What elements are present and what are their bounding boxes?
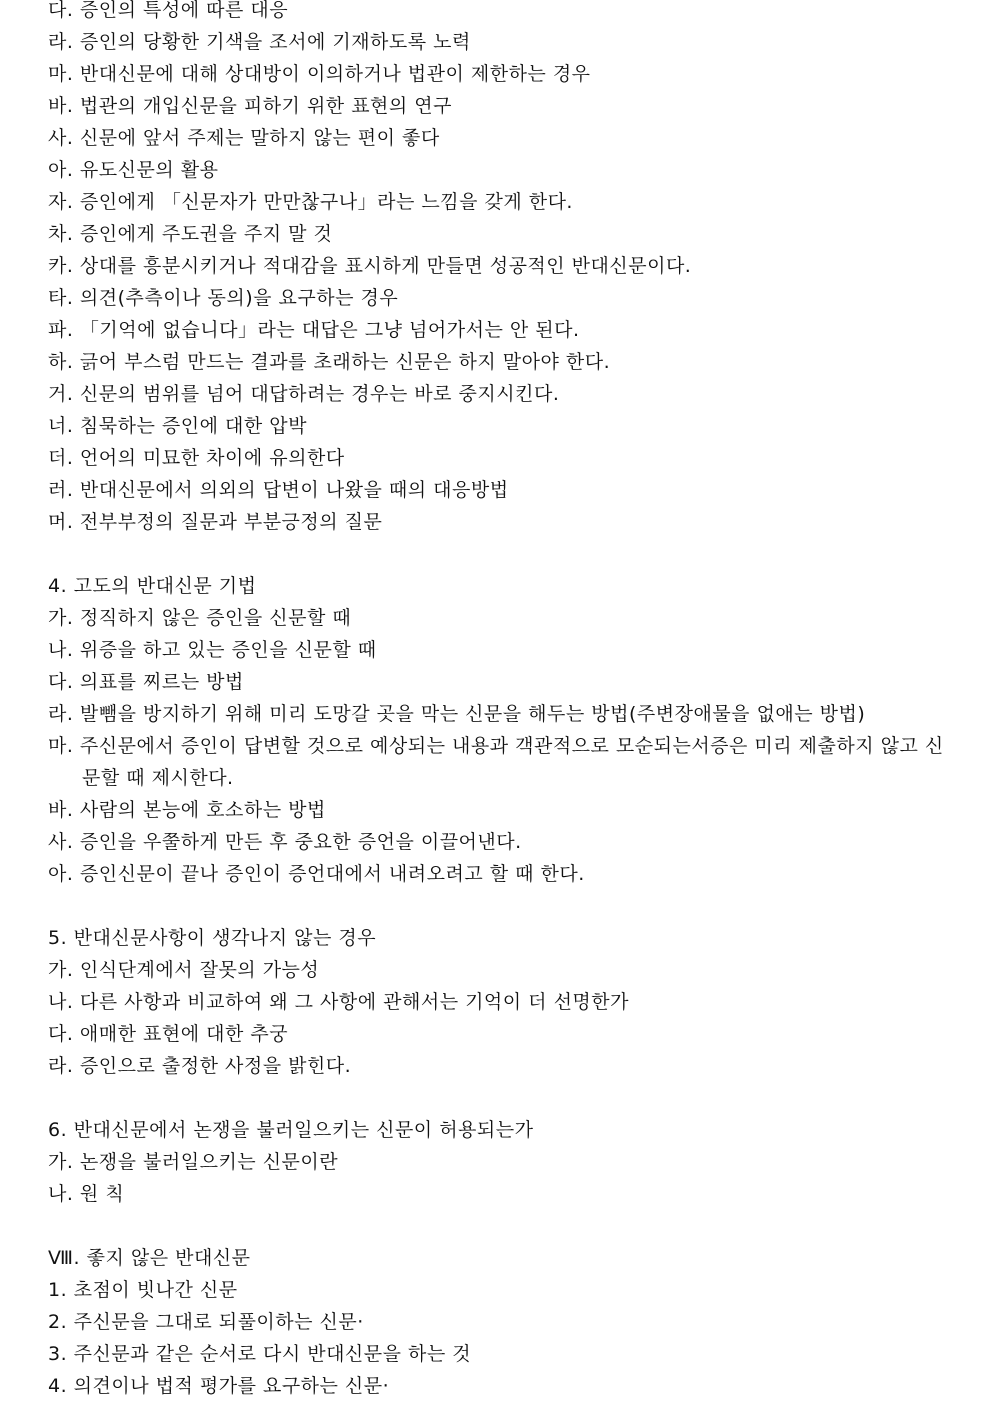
list-item: 러. 반대신문에서 의외의 답변이 나왔을 때의 대응방법 xyxy=(48,479,509,501)
list-item: 하. 긁어 부스럼 만드는 결과를 초래하는 신문은 하지 말아야 한다. xyxy=(48,351,611,373)
list-item: 사. 신문에 앞서 주제는 말하지 않는 편이 좋다 xyxy=(48,127,440,149)
list-item: 아. 증인신문이 끝나 증인이 증언대에서 내려오려고 할 때 한다. xyxy=(48,863,585,885)
list-item: 더. 언어의 미묘한 차이에 유의한다 xyxy=(48,447,345,469)
list-item: 너. 침묵하는 증인에 대한 압박 xyxy=(48,415,307,437)
list-item: 다. 애매한 표현에 대한 추궁 xyxy=(48,1023,289,1045)
list-item: 라. 증인의 당황한 기색을 조서에 기재하도록 노력 xyxy=(48,31,471,53)
blank-line xyxy=(48,1210,958,1242)
section-heading: 6. 반대신문에서 논쟁을 불러일으키는 신문이 허용되는가 xyxy=(48,1119,534,1141)
list-item: 나. 원 칙 xyxy=(48,1183,125,1205)
list-item: 마. 주신문에서 증인이 답변할 것으로 예상되는 내용과 객관적으로 모순되는서증은 미리 제출하지 않고 신문할 때 제시한다. xyxy=(48,735,944,789)
list-item: 바. 법관의 개입신문을 피하기 위한 표현의 연구 xyxy=(48,95,453,117)
list-item: 가. 정직하지 않은 증인을 신문할 때 xyxy=(48,607,352,629)
section-heading: Ⅷ. 좋지 않은 반대신문 xyxy=(48,1247,251,1269)
list-item: 타. 의견(추측이나 동의)을 요구하는 경우 xyxy=(48,287,399,309)
list-item: 머. 전부부정의 질문과 부분긍정의 질문 xyxy=(48,511,383,533)
list-item: 아. 유도신문의 활용 xyxy=(48,159,219,181)
list-item: 가. 인식단계에서 잘못의 가능성 xyxy=(48,959,320,981)
list-item: 마. 반대신문에 대해 상대방이 이의하거나 법관이 제한하는 경우 xyxy=(48,63,591,85)
list-item: 나. 다른 사항과 비교하여 왜 그 사항에 관해서는 기억이 더 선명한가 xyxy=(48,991,629,1013)
list-item: 라. 증인으로 출정한 사정을 밝힌다. xyxy=(48,1055,352,1077)
section-list xyxy=(48,0,958,538)
section-argumentative xyxy=(48,1114,958,1210)
list-item: 다. 증인의 특성에 따른 대응 xyxy=(48,0,289,21)
blank-line xyxy=(48,538,958,570)
document-body xyxy=(48,0,958,1402)
section-no-questions xyxy=(48,922,958,1082)
list-item: 가. 논쟁을 불러일으키는 신문이란 xyxy=(48,1151,339,1173)
list-item: 카. 상대를 흥분시키거나 적대감을 표시하게 만들면 성공적인 반대신문이다. xyxy=(48,255,692,277)
list-item: 바. 사람의 본능에 호소하는 방법 xyxy=(48,799,326,821)
list-item: 4. 의견이나 법적 평가를 요구하는 신문· xyxy=(48,1375,390,1397)
list-item: 거. 신문의 범위를 넘어 대답하려는 경우는 바로 중지시킨다. xyxy=(48,383,560,405)
list-item: 1. 초점이 빗나간 신문 xyxy=(48,1279,238,1301)
blank-line xyxy=(48,890,958,922)
blank-line xyxy=(48,1082,958,1114)
list-item: 사. 증인을 우쭐하게 만든 후 중요한 증언을 이끌어낸다. xyxy=(48,831,522,853)
list-item: 차. 증인에게 주도권을 주지 말 것 xyxy=(48,223,333,245)
list-item: 라. 발뺌을 방지하기 위해 미리 도망갈 곳을 막는 신문을 해두는 방법(주변장애물을 없애는 방법) xyxy=(48,703,866,725)
list-item: 나. 위증을 하고 있는 증인을 신문할 때 xyxy=(48,639,377,661)
list-item: 2. 주신문을 그대로 되풀이하는 신문· xyxy=(48,1311,364,1333)
section-heading: 4. 고도의 반대신문 기법 xyxy=(48,575,257,597)
section-bad-cross-examination xyxy=(48,1242,958,1402)
section-heading: 5. 반대신문사항이 생각나지 않는 경우 xyxy=(48,927,377,949)
list-item: 자. 증인에게 「신문자가 만만찮구나」라는 느낌을 갖게 한다. xyxy=(48,191,573,213)
list-item: 다. 의표를 찌르는 방법 xyxy=(48,671,244,693)
section-advanced-techniques xyxy=(48,570,958,890)
list-item: 3. 주신문과 같은 순서로 다시 반대신문을 하는 것 xyxy=(48,1343,472,1365)
list-item: 파. 「기억에 없습니다」라는 대답은 그냥 넘어가서는 안 된다. xyxy=(48,319,580,341)
